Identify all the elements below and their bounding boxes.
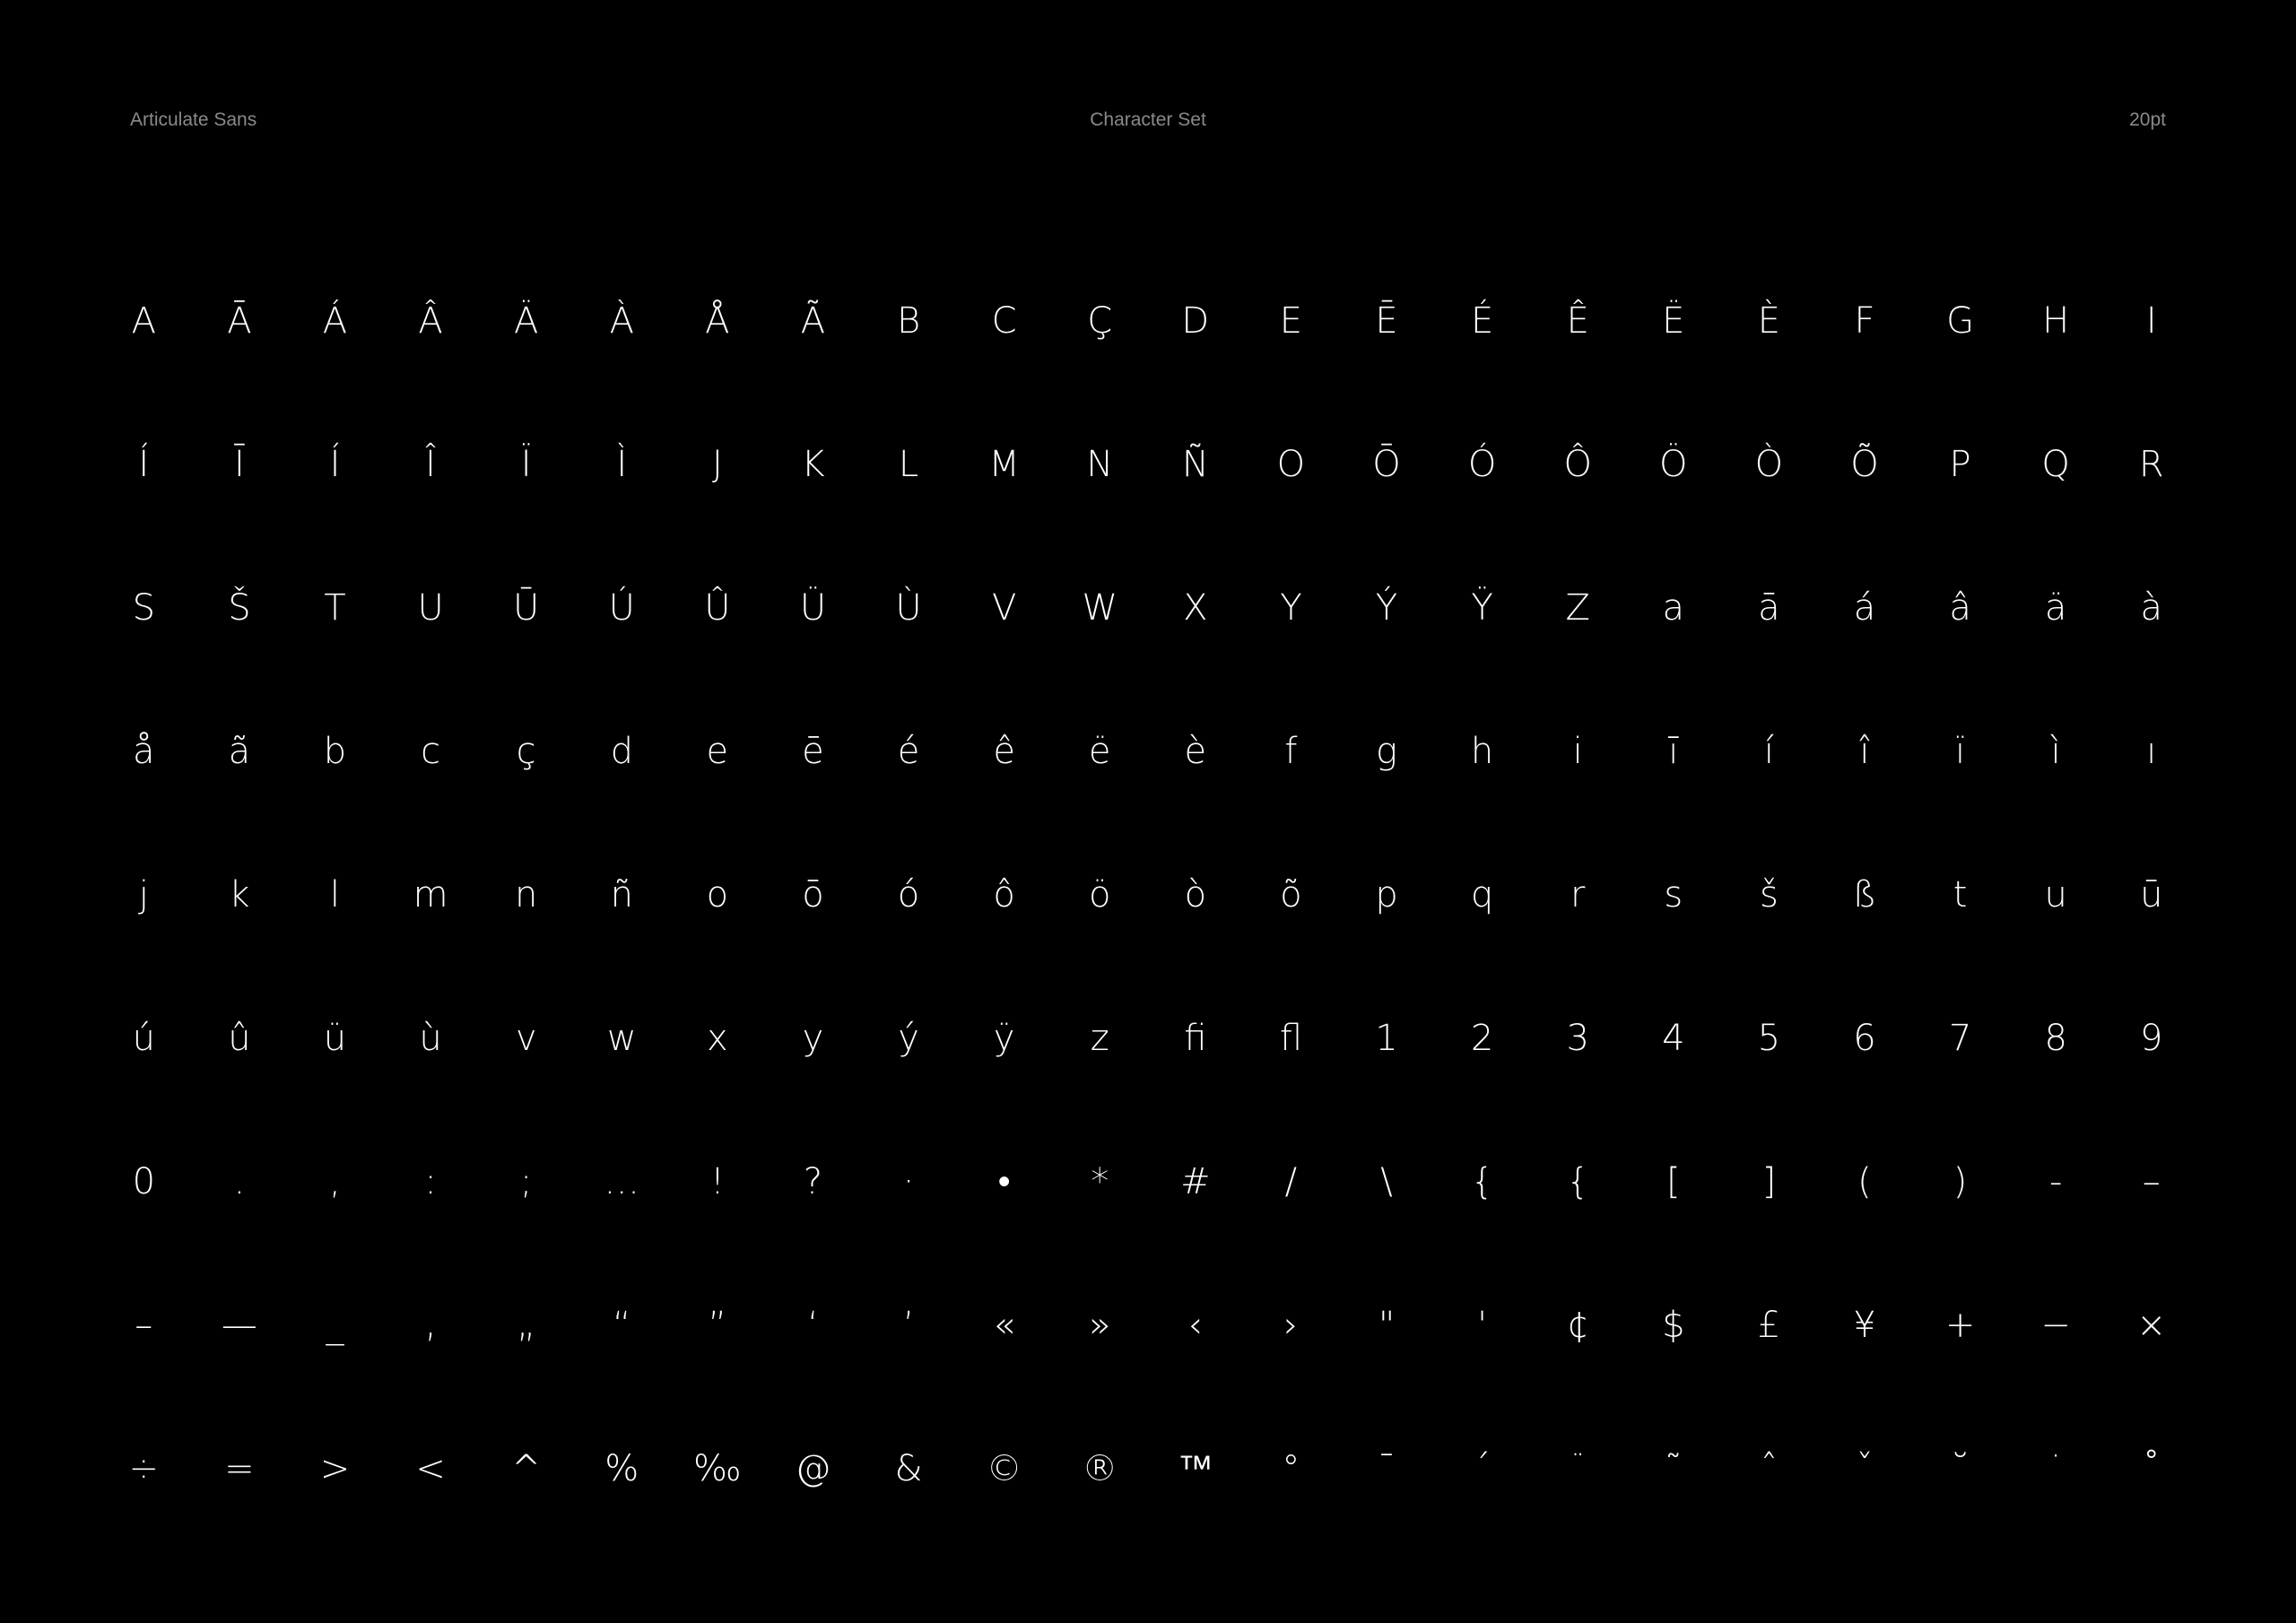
glyph-cell: Z [1565, 587, 1590, 629]
glyph-cell: H [2042, 300, 2070, 342]
glyph-cell: ê [993, 731, 1015, 772]
glyph-cell: ˆ [1760, 1448, 1779, 1489]
glyph-cell: 7 [1948, 1018, 1972, 1059]
glyph-cell: ò [1184, 874, 1207, 916]
glyph-cell: v [515, 1018, 537, 1059]
glyph-cell: n [514, 874, 538, 916]
glyph-cell: V [991, 587, 1017, 629]
glyph-cell: » [1088, 1305, 1111, 1346]
glyph-cell: l [329, 874, 341, 916]
glyph-cell: Ç [1087, 300, 1113, 342]
glyph-cell: Ū [513, 587, 540, 629]
glyph-cell: ū [2140, 874, 2163, 916]
header [130, 109, 2166, 136]
glyph-cell: õ [1280, 874, 1302, 916]
glyph-cell: Ÿ [1471, 587, 1493, 629]
glyph-cell: 8 [2044, 1018, 2067, 1059]
glyph-cell: Ü [799, 587, 827, 629]
glyph-cell: P [1949, 444, 1971, 485]
glyph-cell: ï [1955, 731, 1966, 772]
glyph-cell: U [417, 587, 444, 629]
glyph-cell: C [991, 300, 1017, 342]
glyph-cell: & [894, 1448, 923, 1489]
glyph-cell: ´ [1473, 1448, 1492, 1489]
glyph-cell: Ó [1467, 444, 1497, 485]
glyph-cell: " [1378, 1305, 1396, 1346]
glyph-cell: ! [709, 1161, 725, 1202]
glyph-cell: > [319, 1448, 351, 1489]
glyph-cell: ‰ [693, 1448, 742, 1489]
glyph-cell: Ê [1566, 300, 1589, 342]
glyph-cell: Ö [1659, 444, 1688, 485]
glyph-cell: „ [517, 1305, 536, 1346]
glyph-cell: Â [418, 300, 443, 342]
glyph-cell: É [1470, 300, 1494, 342]
glyph-cell: W [1082, 587, 1118, 629]
glyph-cell: ‹ [1187, 1305, 1203, 1346]
glyph-cell: ¢ [1566, 1305, 1589, 1346]
glyph-cell: ä [2044, 587, 2067, 629]
font-name-label: Articulate Sans [130, 109, 257, 130]
glyph-cell: 6 [1853, 1018, 1876, 1059]
glyph-cell: ü [323, 1018, 347, 1059]
glyph-cell: ˜ [1664, 1448, 1683, 1489]
glyph-cell: = [224, 1448, 255, 1489]
glyph-cell: À [609, 300, 634, 342]
glyph-cell: ñ [610, 874, 633, 916]
glyph-cell: Ò [1754, 444, 1784, 485]
glyph-cell: ﬁ [1184, 1018, 1207, 1059]
glyph-cell: Ï [520, 444, 532, 485]
glyph-cell: × [2136, 1305, 2167, 1346]
glyph-cell: , [329, 1161, 341, 1202]
glyph-cell: A [131, 300, 156, 342]
glyph-cell: á [1853, 587, 1876, 629]
glyph-cell: © [986, 1448, 1022, 1489]
glyph-cell: ó [897, 874, 920, 916]
glyph-cell: r [1570, 874, 1586, 916]
glyph-cell: ÿ [993, 1018, 1015, 1059]
glyph-cell: ë [1088, 731, 1111, 772]
glyph-cell: Ī [233, 444, 245, 485]
glyph-cell: Ō [1372, 444, 1401, 485]
glyph-cell: G [1946, 300, 1975, 342]
glyph-cell: I [2145, 300, 2157, 342]
glyph-cell: ^ [510, 1448, 542, 1489]
glyph-cell: Ì [616, 444, 628, 485]
glyph-cell: [ [1665, 1161, 1681, 1202]
glyph-cell: S [132, 587, 155, 629]
glyph-cell: Ú [608, 587, 635, 629]
glyph-cell: “ [612, 1305, 631, 1346]
glyph-cell: ì [2050, 731, 2061, 772]
glyph-cell: ” [708, 1305, 727, 1346]
glyph-cell: + [1944, 1305, 1976, 1346]
glyph-cell: % [604, 1448, 639, 1489]
glyph-cell: › [1283, 1305, 1299, 1346]
glyph-cell: @ [795, 1448, 831, 1489]
glyph-cell: ( [1857, 1161, 1872, 1202]
glyph-cell: Ñ [1181, 444, 1209, 485]
glyph-cell: O [1276, 444, 1306, 485]
glyph-cell: c [421, 731, 441, 772]
glyph-cell: < [415, 1448, 446, 1489]
glyph-cell: N [1086, 444, 1114, 485]
glyph-cell: ö [1088, 874, 1111, 916]
glyph-cell: ¯ [1378, 1448, 1396, 1489]
glyph-cell: y [802, 1018, 824, 1059]
glyph-cell: ō [802, 874, 824, 916]
glyph-cell: M [988, 444, 1020, 485]
glyph-cell: – [135, 1305, 153, 1346]
glyph-cell: Ä [513, 300, 539, 342]
glyph-cell: 0 [132, 1161, 156, 1202]
glyph-cell: « [993, 1305, 1015, 1346]
glyph-cell: Ý [1375, 587, 1398, 629]
glyph-cell: 2 [1470, 1018, 1494, 1059]
glyph-cell: i [1572, 731, 1583, 772]
glyph-cell: a [1662, 587, 1685, 629]
glyph-cell: b [323, 731, 347, 772]
glyph-cell: Y [1280, 587, 1302, 629]
glyph-cell: D [1181, 300, 1210, 342]
glyph-cell: m [413, 874, 448, 916]
glyph-cell: Û [704, 587, 731, 629]
glyph-cell: ¨ [1569, 1448, 1587, 1489]
glyph-cell: 4 [1662, 1018, 1685, 1059]
glyph-cell: ú [132, 1018, 155, 1059]
glyph-cell: Ë [1662, 300, 1685, 342]
glyph-cell: Š [228, 587, 251, 629]
glyph-cell: K [801, 444, 825, 485]
point-size-label: 20pt [2129, 109, 2166, 130]
glyph-cell: î [1859, 731, 1870, 772]
glyph-cell: ‘ [807, 1305, 819, 1346]
glyph-cell: Î [425, 444, 436, 485]
glyph-cell: x [707, 1018, 728, 1059]
glyph-cell: ] [1761, 1161, 1777, 1202]
glyph-cell: w [606, 1018, 637, 1059]
glyph-cell: ÷ [128, 1448, 160, 1489]
glyph-cell: ? [803, 1161, 823, 1202]
glyph-cell: d [610, 731, 633, 772]
glyph-cell: u [2044, 874, 2067, 916]
glyph-cell: ° [1282, 1448, 1300, 1489]
glyph-cell: Ã [800, 300, 826, 342]
glyph-cell: : [424, 1161, 437, 1202]
glyph-cell: š [1759, 874, 1779, 916]
glyph-cell: ã [228, 731, 251, 772]
glyph-cell: û [228, 1018, 251, 1059]
glyph-cell: g [1376, 731, 1398, 772]
glyph-cell: ô [993, 874, 1015, 916]
glyph-cell: é [897, 731, 920, 772]
glyph-cell: \ [1380, 1161, 1393, 1202]
glyph-cell: _ [326, 1305, 344, 1346]
glyph-cell: 9 [2140, 1018, 2163, 1059]
glyph-cell: ī [1668, 731, 1679, 772]
glyph-cell: - [2048, 1161, 2063, 1202]
glyph-cell: è [1184, 731, 1207, 772]
glyph-cell: · [902, 1161, 915, 1202]
glyph-cell: ù [419, 1018, 442, 1059]
glyph-cell: R [2138, 444, 2164, 485]
glyph-cell: ’ [902, 1305, 915, 1346]
glyph-cell: / [1284, 1161, 1298, 1202]
glyph-cell: # [1180, 1161, 1211, 1202]
glyph-cell: – [2142, 1161, 2161, 1202]
glyph-cell: * [1091, 1161, 1109, 1202]
glyph-cell: È [1757, 300, 1781, 342]
glyph-cell: Ā [227, 300, 252, 342]
glyph-cell: ' [1477, 1305, 1488, 1346]
glyph-cell: Ô [1563, 444, 1592, 485]
glyph-cell: L [898, 444, 919, 485]
glyph-cell: − [2040, 1305, 2071, 1346]
glyph-cell: — [221, 1305, 257, 1346]
glyph-cell: $ [1662, 1305, 1685, 1346]
character-set-grid [96, 249, 2167, 1541]
glyph-cell: ; [519, 1161, 533, 1202]
glyph-cell: ˇ [1855, 1448, 1874, 1489]
glyph-cell: à [2140, 587, 2163, 629]
section-title: Character Set [1090, 109, 1206, 130]
glyph-cell: • [997, 1161, 1011, 1202]
glyph-cell: h [1470, 731, 1494, 772]
glyph-cell: ā [1758, 587, 1780, 629]
glyph-cell: J [711, 444, 723, 485]
glyph-cell: … [604, 1161, 640, 1202]
glyph-cell: t [1952, 874, 1968, 916]
glyph-cell: e [706, 731, 729, 772]
glyph-cell: Á [322, 300, 348, 342]
glyph-cell: T [324, 587, 346, 629]
glyph-cell: í [1763, 731, 1774, 772]
glyph-cell: 3 [1566, 1018, 1589, 1059]
glyph-cell: j [138, 874, 149, 916]
glyph-cell: ‚ [424, 1305, 437, 1346]
glyph-cell: o [706, 874, 729, 916]
glyph-cell: â [1949, 587, 1971, 629]
glyph-cell: E [1279, 300, 1303, 342]
glyph-cell: X [1183, 587, 1208, 629]
glyph-cell: { [1470, 1161, 1494, 1202]
glyph-cell: F [1854, 300, 1875, 342]
glyph-cell: ý [898, 1018, 919, 1059]
glyph-cell: Å [705, 300, 730, 342]
glyph-cell: 1 [1375, 1018, 1398, 1059]
glyph-cell: å [133, 731, 155, 772]
glyph-cell: ß [1852, 874, 1877, 916]
glyph-cell: ) [1952, 1161, 1968, 1202]
glyph-cell: ™ [1177, 1448, 1213, 1489]
glyph-cell: . [233, 1161, 246, 1202]
glyph-cell: £ [1757, 1305, 1781, 1346]
glyph-cell: { [1566, 1161, 1589, 1202]
glyph-cell: z [1090, 1018, 1109, 1059]
glyph-cell: B [896, 300, 921, 342]
glyph-cell: ® [1082, 1448, 1118, 1489]
glyph-cell: ı [2146, 731, 2157, 772]
glyph-cell: Ē [1375, 300, 1398, 342]
glyph-cell: f [1284, 731, 1298, 772]
glyph-cell: s [1664, 874, 1683, 916]
glyph-cell: 5 [1757, 1018, 1781, 1059]
glyph-cell: ç [516, 731, 536, 772]
glyph-cell: Í [329, 444, 341, 485]
glyph-cell: ¥ [1853, 1305, 1876, 1346]
glyph-cell: ē [802, 731, 824, 772]
glyph-cell: ˙ [2047, 1448, 2066, 1489]
glyph-cell: Í [138, 444, 150, 485]
glyph-cell: q [1470, 874, 1494, 916]
glyph-cell: Õ [1850, 444, 1879, 485]
glyph-cell: ˘ [1951, 1448, 1970, 1489]
glyph-cell: k [229, 874, 250, 916]
glyph-cell: Q [2041, 444, 2070, 485]
glyph-cell: ﬂ [1279, 1018, 1303, 1059]
glyph-cell: ˚ [2142, 1448, 2161, 1489]
glyph-cell: p [1375, 874, 1398, 916]
glyph-cell: Ù [895, 587, 922, 629]
